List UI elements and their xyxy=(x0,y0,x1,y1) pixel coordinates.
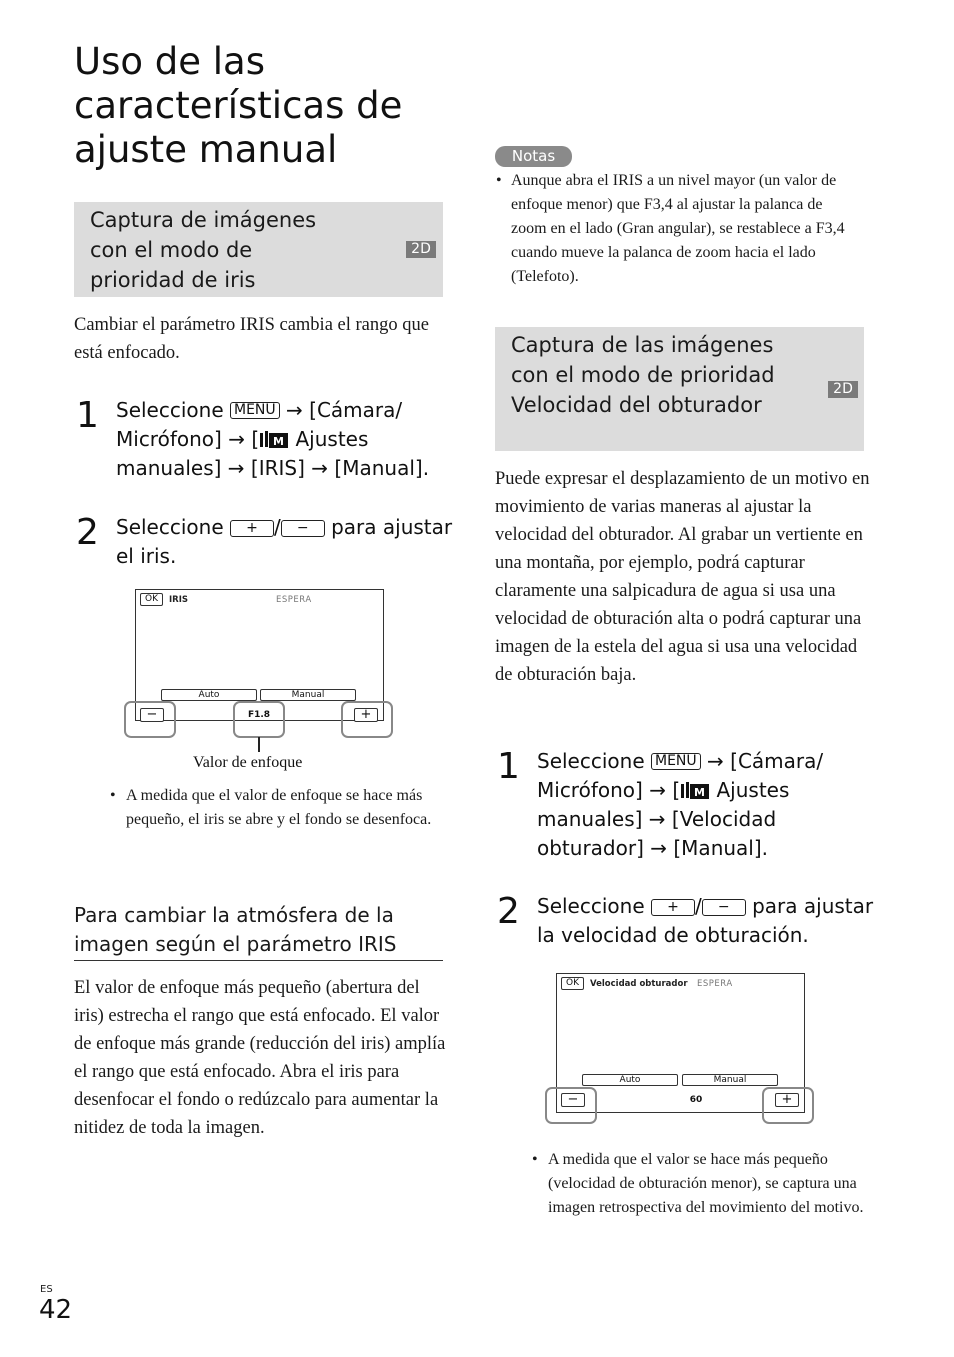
ok-button[interactable]: OK xyxy=(561,977,584,990)
step-text: Seleccione xyxy=(537,894,645,918)
plus-button-icon: + xyxy=(651,899,695,916)
step-text: [Cámara/ xyxy=(730,749,824,773)
focus-value: F1.8 xyxy=(247,710,271,720)
badge-2d: 2D xyxy=(406,241,436,258)
arrow-icon: → xyxy=(707,749,724,773)
arrow-icon: → xyxy=(228,427,245,451)
step-number: 1 xyxy=(76,395,99,436)
section-heading-text: Captura de imágenes con el modo de prioridad de iris xyxy=(90,208,317,292)
slash: / xyxy=(274,515,281,539)
section-heading-text: Captura de las imágenes con el modo de prioridad Velocidad del obturador xyxy=(511,333,775,417)
ok-button[interactable]: OK xyxy=(140,593,163,606)
menu-key: MENU xyxy=(651,753,701,770)
step-text: para ajustar xyxy=(331,515,453,539)
manual-button[interactable]: Manual xyxy=(260,689,356,701)
step-instruction xyxy=(116,513,456,571)
arrow-icon: → xyxy=(311,456,329,480)
section-heading-shutter xyxy=(495,327,864,451)
arrow-icon: → xyxy=(650,836,668,860)
step-text: Seleccione xyxy=(537,749,645,773)
svg-text:M: M xyxy=(694,786,706,799)
manual-settings-icon xyxy=(680,780,710,800)
nota-text: Aunque abra el IRIS a un nivel mayor (un valor de enfoque menor) que F3,4 al ajustar la palanca de zoom en el lado (Gran angular), se restablece a F3,4 cuando mueve la palanca de zoom hacia el lado (Telefoto). xyxy=(511,172,845,285)
step-text: Seleccione xyxy=(116,398,224,422)
notas-badge: Notas xyxy=(495,146,572,167)
svg-text:M: M xyxy=(273,435,285,448)
step-text: [ xyxy=(672,778,681,802)
screen-status: ESPERA xyxy=(697,979,733,989)
auto-button[interactable]: Auto xyxy=(582,1074,678,1086)
step-text: Ajustes xyxy=(295,427,369,451)
step-text: obturador] xyxy=(537,836,644,860)
step-text: Micrófono] xyxy=(537,778,643,802)
callout-line xyxy=(258,737,260,752)
step-text: Ajustes xyxy=(716,778,790,802)
step-text: Seleccione xyxy=(116,515,224,539)
step-text: Micrófono] xyxy=(116,427,222,451)
manual-button[interactable]: Manual xyxy=(682,1074,778,1086)
iris-paragraph: El valor de enfoque más pequeño (abertura del iris) estrecha el rango que está enfocado. El valor de enfoque más grande (reducción del iris) amplía el rango que está enfocado. Abra el iris para desenfocar el fondo o redúzcalo para aumentar la nitidez de toda la imagen. xyxy=(74,978,446,1138)
step-text: manuales] xyxy=(537,807,643,831)
screen-mode-label: IRIS xyxy=(169,595,188,605)
auto-button[interactable]: Auto xyxy=(161,689,257,701)
step-text: [IRIS] xyxy=(250,456,305,480)
shutter-value: 60 xyxy=(689,1095,703,1105)
screen-status: ESPERA xyxy=(276,595,312,605)
plus-button[interactable]: + xyxy=(775,1093,799,1107)
minus-button[interactable]: − xyxy=(140,708,164,722)
badge-2d: 2D xyxy=(828,381,858,398)
step-text: el iris. xyxy=(116,544,177,568)
minus-button[interactable]: − xyxy=(561,1093,585,1107)
bullet-dot: • xyxy=(110,787,116,804)
bullet-text: A medida que el valor se hace más pequeño (velocidad de obturación menor), se captura una imagen retrospectiva del movimiento del motivo. xyxy=(548,1151,864,1216)
bullet-item xyxy=(110,784,440,832)
shutter-intro-paragraph: Puede expresar el desplazamiento de un motivo en movimiento de varias maneras al ajustar la velocidad del obturador. Al grabar un vertiente en una montaña, por ejemplo, podrá capturar claramente una salpicadura de agua si usa una velocidad de obturación alta o podrá capturar una imagen de la estela del agua si usa una velocidad de obturación baja. xyxy=(495,469,870,685)
menu-key: MENU xyxy=(230,402,280,419)
bullet-dot: • xyxy=(496,172,502,189)
step-text: [Cámara/ xyxy=(309,398,403,422)
step-text: [Manual]. xyxy=(673,836,769,860)
section-heading-iris xyxy=(74,202,443,297)
minus-button-icon: − xyxy=(281,520,325,537)
step-text: [Manual]. xyxy=(334,456,430,480)
step-text: manuales] xyxy=(116,456,222,480)
plus-button-icon: + xyxy=(230,520,274,537)
step-text: [Velocidad xyxy=(671,807,777,831)
page-number: 42 xyxy=(39,1295,73,1325)
step-number: 1 xyxy=(497,746,520,787)
nota-item xyxy=(496,169,858,289)
step-number: 2 xyxy=(76,512,99,553)
divider xyxy=(74,960,443,961)
step-text: la velocidad de obturación. xyxy=(537,923,809,947)
minus-button-icon: − xyxy=(702,899,746,916)
plus-button[interactable]: + xyxy=(354,708,378,722)
page-title: Uso de las características de ajuste manual xyxy=(74,40,403,171)
arrow-icon: → xyxy=(227,456,245,480)
step-number: 2 xyxy=(497,891,520,932)
arrow-icon: → xyxy=(649,778,666,802)
screen-mode-label: Velocidad obturador xyxy=(590,979,688,989)
callout-caption: Valor de enfoque xyxy=(193,754,303,771)
step-instruction xyxy=(116,396,456,483)
manual-settings-icon xyxy=(259,429,289,449)
bullet-text: A medida que el valor de enfoque se hace más pequeño, el iris se abre y el fondo se desenfoca. xyxy=(126,787,432,828)
slash: / xyxy=(695,894,702,918)
arrow-icon: → xyxy=(286,398,303,422)
step-instruction xyxy=(537,747,877,863)
step-instruction xyxy=(537,892,877,950)
bullet-dot: • xyxy=(532,1151,538,1168)
sub-heading: Para cambiar la atmósfera de la imagen según el parámetro IRIS xyxy=(74,903,397,956)
language-code: ES xyxy=(40,1284,53,1295)
arrow-icon: → xyxy=(648,807,666,831)
intro-paragraph: Cambiar el parámetro IRIS cambia el rango que está enfocado. xyxy=(74,315,429,363)
step-text: para ajustar xyxy=(752,894,874,918)
step-text: [ xyxy=(251,427,260,451)
bullet-item xyxy=(532,1148,868,1220)
